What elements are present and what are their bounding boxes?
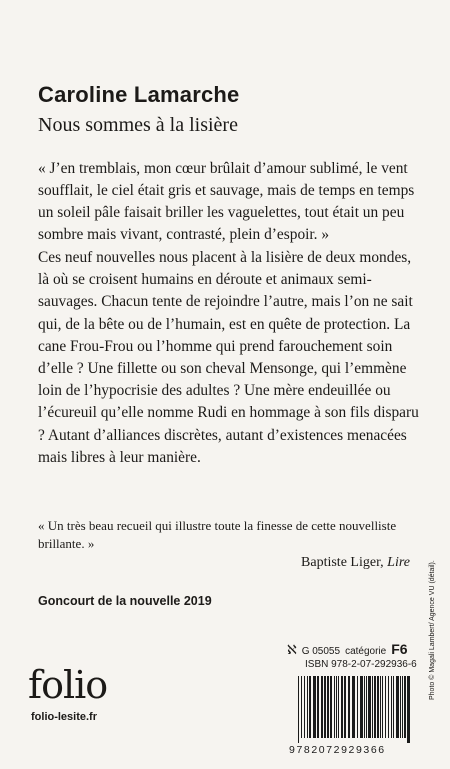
publisher-website: folio-lesite.fr [31, 711, 98, 723]
barcode-bar [327, 676, 329, 738]
barcode-bar [301, 676, 302, 738]
barcode-bar [321, 676, 323, 738]
barcode-bar [309, 676, 311, 738]
barcode-bar [407, 676, 410, 743]
barcode-bar [344, 676, 346, 738]
barcode-bar [393, 676, 394, 738]
barcode-bar [366, 676, 367, 738]
publisher-symbol-icon: ℵ [287, 642, 297, 657]
barcode-digits: 9782072929366 [289, 744, 386, 756]
review-attribution [301, 555, 410, 571]
product-code: G 05055 [301, 646, 341, 657]
barcode-bar [377, 676, 379, 738]
barcode-bar [304, 676, 305, 738]
price-category-line [287, 641, 408, 658]
barcode-bar [338, 676, 339, 738]
barcode-bar [307, 676, 308, 738]
barcode-bar [372, 676, 373, 738]
book-title: Nous sommes à la lisière [38, 114, 238, 136]
barcode-bar [385, 676, 386, 738]
barcode-bar [357, 676, 358, 738]
reviewer-name: Baptiste Liger, [301, 555, 388, 570]
barcode-bar [404, 676, 406, 738]
barcode-icon [289, 676, 414, 756]
author-name: Caroline Lamarche [38, 82, 240, 107]
barcode-bar [341, 676, 343, 738]
barcode-bar [298, 676, 299, 743]
barcode-bar [402, 676, 403, 738]
barcode-bar [388, 676, 389, 738]
barcode-bar [380, 676, 381, 738]
barcode-bar [352, 676, 355, 738]
barcode-bar [334, 676, 335, 738]
barcode-bar [313, 676, 316, 738]
summary-blurb [38, 247, 422, 469]
barcode-bar [364, 676, 365, 738]
category-label: catégorie [345, 646, 387, 657]
publisher-logo: folio [28, 663, 108, 707]
review-quote: « Un très beau recueil qui illustre toute la finesse de cette nouvelliste brillante. » [38, 518, 397, 551]
barcode-bar [360, 676, 363, 738]
barcode-bar [348, 676, 350, 738]
barcode-bar [374, 676, 376, 738]
summary-text: Ces neuf nouvelles nous placent à la lisière de deux mondes, là où se croisent humains en déroute et animaux semi-sauvages. Chacun tente de rejoindre l’autre, mais l’on ne sait qui, de la bête ou de l’humain, est en quête de protection. La cane Frou-Frou ou l’homme qui prend farouchement soin d’elle ? Une fillette ou son cheval Mensonge, qui l’emmène loin de l’hypocrisie des adultes ? Une mère endeuillée ou l’écureuil qu’elle nomme Rudi en hommage à son fils disparu ? Autant d’alliances discrètes, autant d’existences menacées mais libres à leur manière. [38, 249, 419, 466]
barcode-bar [330, 676, 332, 738]
barcode-bar [368, 676, 371, 738]
barcode-bar [317, 676, 319, 738]
barcode-bar [400, 676, 401, 738]
barcode-bar [391, 676, 392, 738]
excerpt-quote: « J’en tremblais, mon cœur brûlait d’amour sublimé, le vent soufflait, le ciel était gris et sauvage, mais de temps en temps un soleil pâle faisait briller les vaguelettes, tout était un peu sombre mais vivant, contrasté, plein d’espoir. » [38, 160, 415, 243]
category-code: F6 [391, 641, 408, 657]
award-line: Goncourt de la nouvelle 2019 [38, 594, 212, 608]
barcode-bar [336, 676, 337, 738]
isbn: ISBN 978-2-07-292936-6 [305, 659, 417, 670]
photo-credit: Photo © Magali Lambert/ Agence VU (détail). [429, 560, 436, 700]
barcode-bar [396, 676, 399, 738]
review-publication: Lire [387, 555, 410, 570]
barcode-bar [382, 676, 383, 738]
barcode-bar [324, 676, 326, 738]
